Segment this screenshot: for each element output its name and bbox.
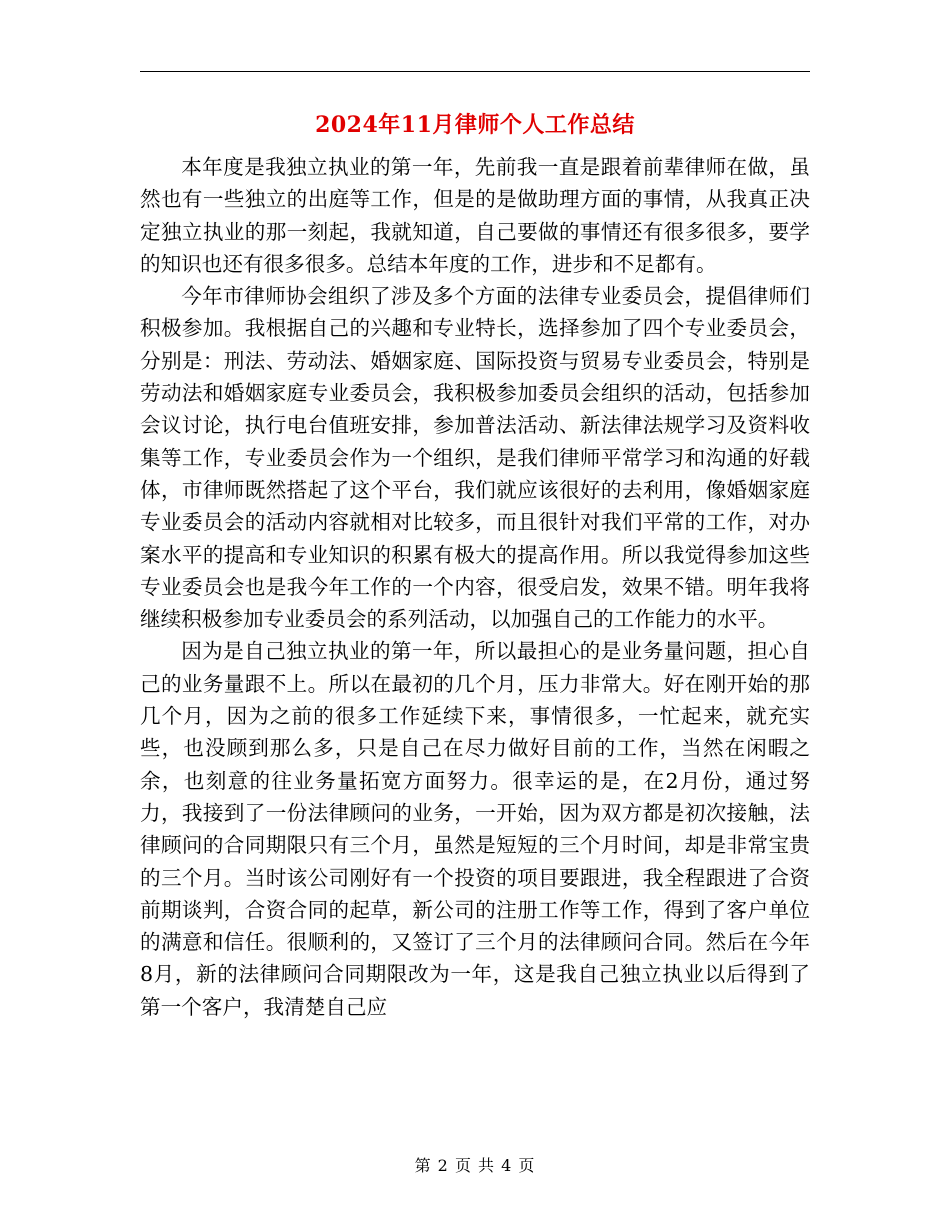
document-body bbox=[140, 151, 810, 1023]
header-rule bbox=[140, 71, 810, 72]
paragraph-1: 本年度是我独立执业的第一年，先前我一直是跟着前辈律师在做，虽然也有一些独立的出庭等工作，但是的是做助理方面的事情，从我真正决定独立执业的那一刻起，我就知道，自己要做的事情还有很多很多，要学的知识也还有很多很多。总结本年度的工作，进步和不足都有。 bbox=[140, 155, 810, 276]
page-number-footer: 第 2 页 共 4 页 bbox=[414, 1156, 536, 1175]
paragraph-3: 因为是自己独立执业的第一年，所以最担心的是业务量问题，担心自己的业务量跟不上。所以在最初的几个月，压力非常大。好在刚开始的那几个月，因为之前的很多工作延续下来，事情很多，一忙起来，就充实些，也没顾到那么多，只是自己在尽力做好目前的工作，当然在闲暇之余，也刻意的往业务量拓宽方面努力。很幸运的是，在2月份，通过努力，我接到了一份法律顾问的业务，一开始，因为双方都是初次接触，法律顾问的合同期限只有三个月，虽然是短短的三个月时间，却是非常宝贵的三个月。当时该公司刚好有一个投资的项目要跟进，我全程跟进了合资前期谈判，合资合同的起草，新公司的注册工作等工作，得到了客户单位的满意和信任。很顺利的，又签订了三个月的法律顾问合同。然后在今年8月，新的法律顾问合同期限改为一年，这是我自己独立执业以后得到了第一个客户，我清楚自己应 bbox=[140, 639, 810, 1019]
document-title: 2024年11月律师个人工作总结 bbox=[315, 112, 635, 138]
paragraph-2: 今年市律师协会组织了涉及多个方面的法律专业委员会，提倡律师们积极参加。我根据自己的兴趣和专业特长，选择参加了四个专业委员会，分别是：刑法、劳动法、婚姻家庭、国际投资与贸易专业委员会，特别是劳动法和婚姻家庭专业委员会，我积极参加委员会组织的活动，包括参加会议讨论，执行电台值班安排，参加普法活动、新法律法规学习及资料收集等工作，专业委员会作为一个组织，是我们律师平常学习和沟通的好载体，市律师既然搭起了这个平台，我们就应该很好的去利用，像婚姻家庭专业委员会的活动内容就相对比较多，而且很针对我们平常的工作，对办案水平的提高和专业知识的积累有极大的提高作用。所以我觉得参加这些专业委员会也是我今年工作的一个内容，很受启发，效果不错。明年我将继续积极参加专业委员会的系列活动，以加强自己的工作能力的水平。 bbox=[140, 284, 810, 632]
